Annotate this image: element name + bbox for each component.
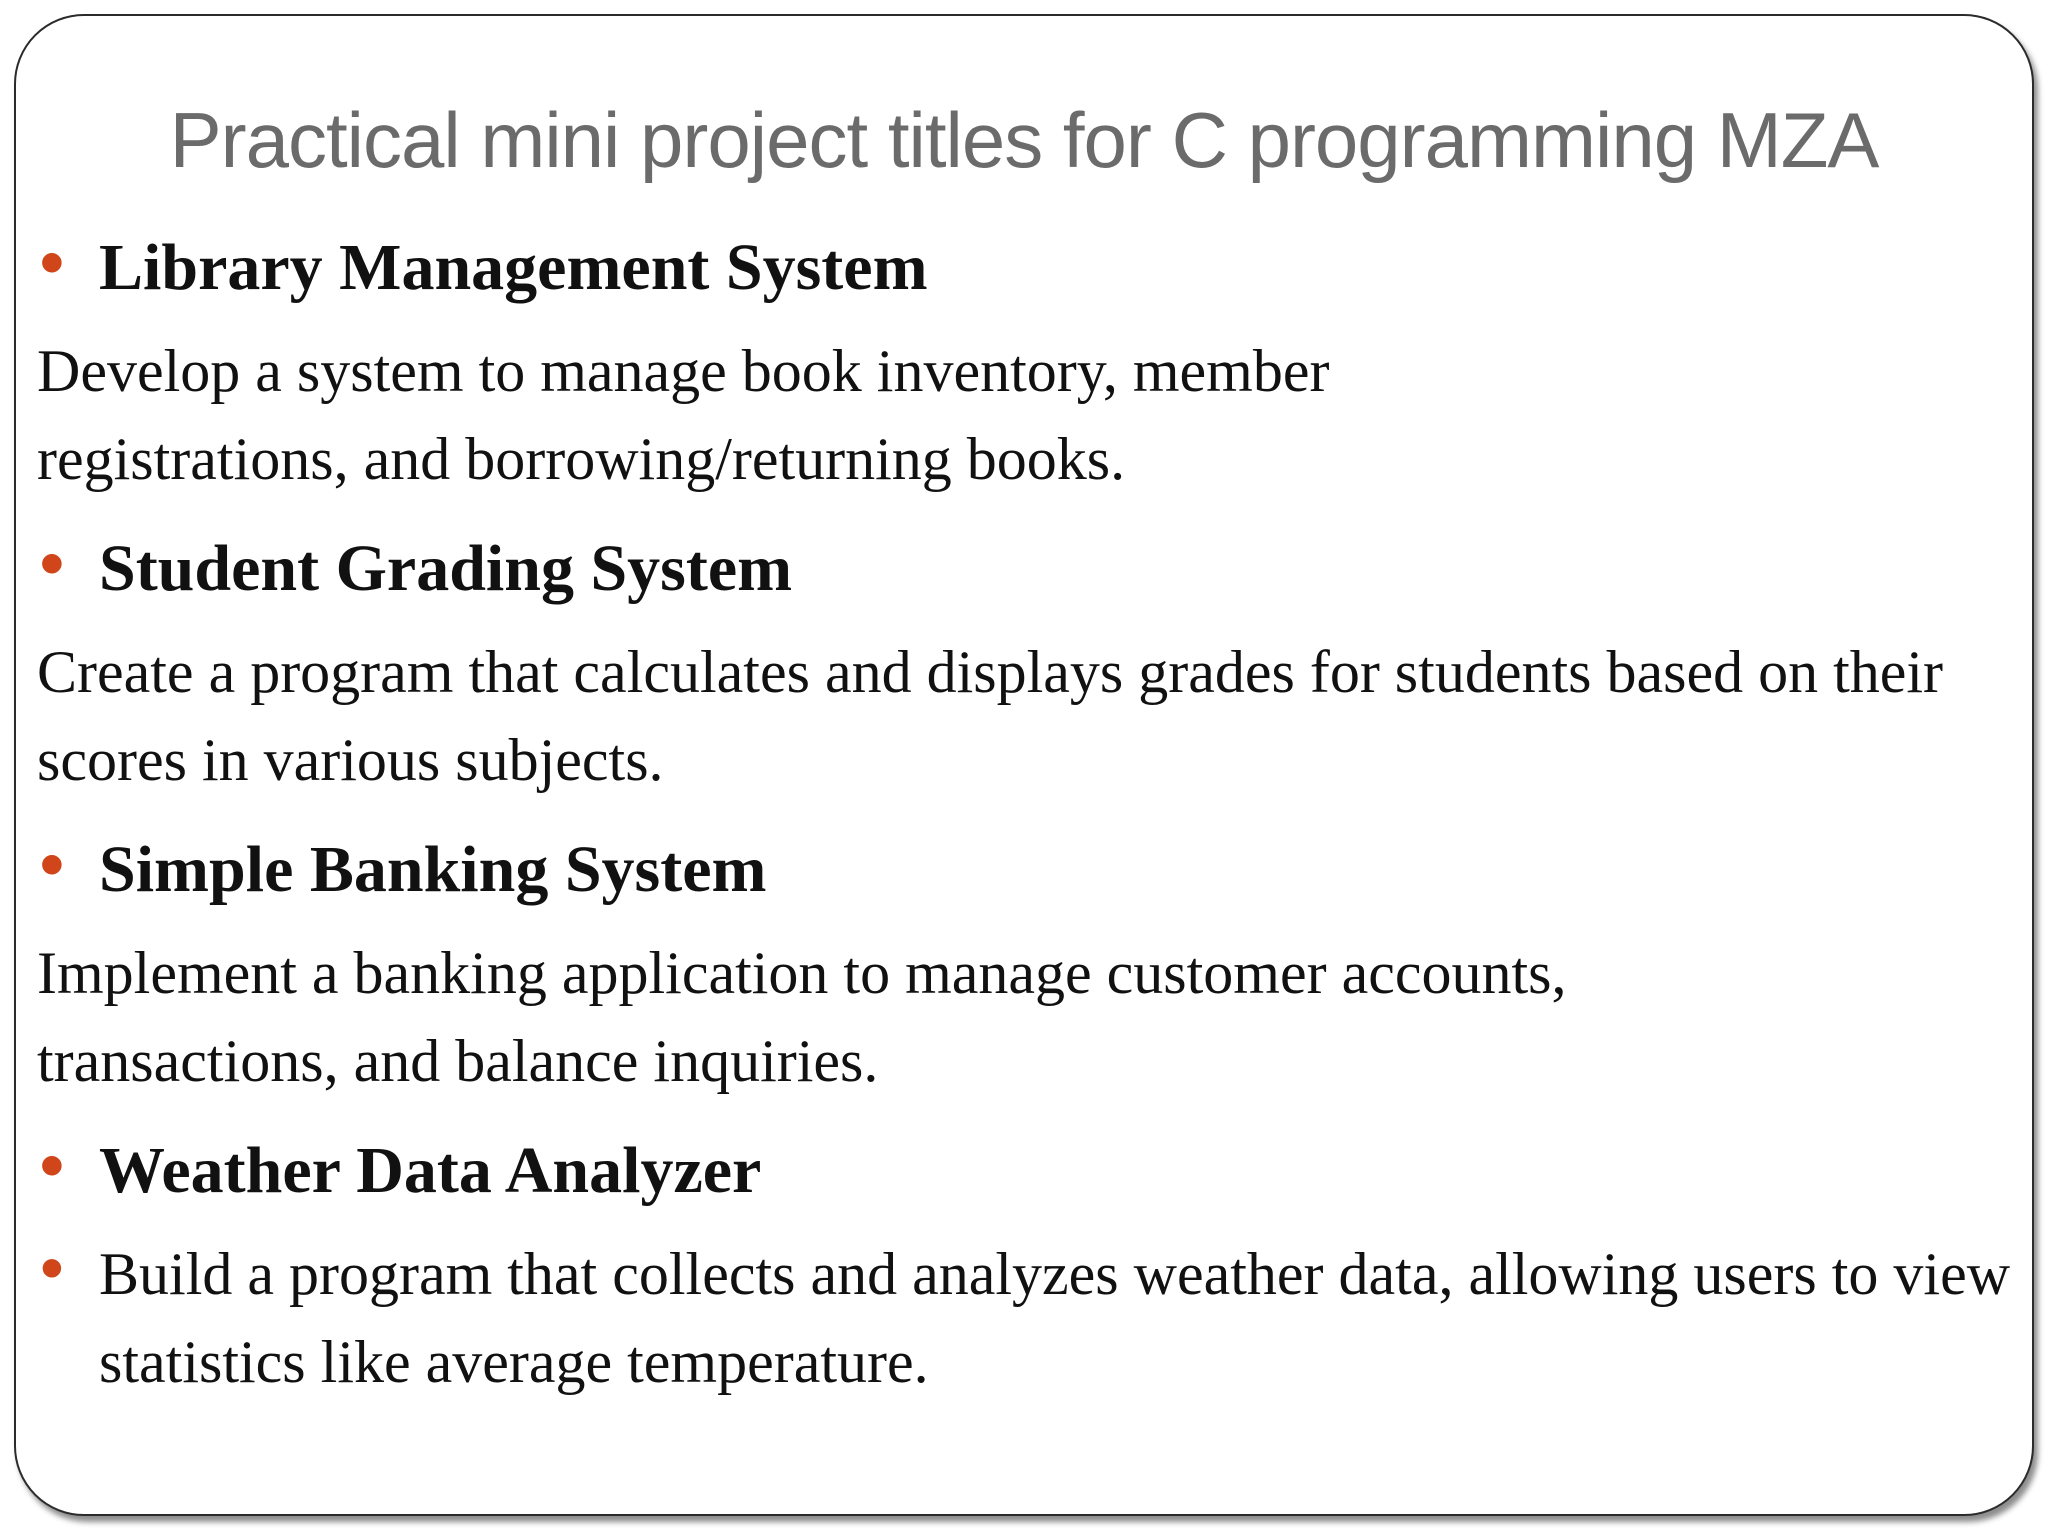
- project-description-text: Build a program that collects and analyzes weather data, allowing users to view statistics like average temperature.: [99, 1241, 2011, 1395]
- project-description-library: Develop a system to manage book inventory, member registrations, and borrowing/returning books.: [37, 338, 1330, 492]
- project-title: Weather Data Analyzer: [99, 1134, 762, 1207]
- bullet-icon: •: [40, 224, 64, 300]
- slide-content: [37, 224, 2017, 1406]
- slide-title: Practical mini project titles for C programming MZA: [169, 96, 1879, 184]
- project-description-grading: Create a program that calculates and displays grades for students based on their scores in various subjects.: [37, 639, 1944, 793]
- project-title: Student Grading System: [99, 532, 793, 605]
- bullet-icon: •: [40, 1230, 64, 1306]
- project-heading-grading: [37, 525, 2017, 622]
- project-heading-library: [37, 224, 2017, 321]
- project-title: Library Management System: [99, 231, 928, 304]
- bullet-icon: •: [40, 1127, 64, 1203]
- project-heading-banking: [37, 826, 2017, 923]
- project-title: Simple Banking System: [99, 833, 767, 906]
- project-heading-weather: [37, 1127, 2017, 1224]
- bullet-icon: •: [40, 826, 64, 902]
- project-description-banking: Implement a banking application to manage customer accounts, transactions, and balance inquiries.: [37, 940, 1567, 1094]
- project-description-weather: [37, 1230, 2019, 1406]
- bullet-icon: •: [40, 525, 64, 601]
